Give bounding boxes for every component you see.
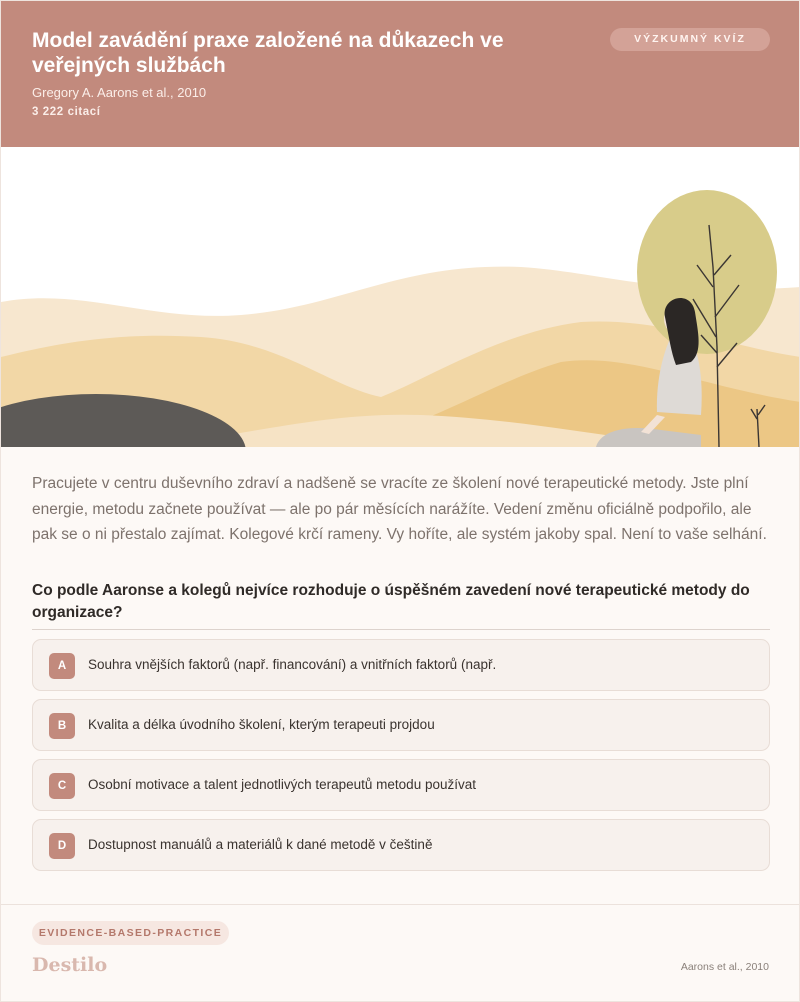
option-a[interactable] <box>32 639 770 691</box>
header <box>1 1 800 147</box>
footer-citation: Aarons et al., 2010 <box>680 961 769 973</box>
tree-canopy <box>637 190 777 354</box>
quiz-badge: VÝZKUMNÝ KVÍZ <box>610 28 770 51</box>
option-text: Souhra vnějších faktorů (např. financování) a vnitřních faktorů (např. <box>88 657 497 672</box>
quiz-question: Co podle Aaronse a kolegů nejvíce rozhoduje o úspěšném zavedení nové terapeutické metody do organizace? <box>32 582 750 621</box>
divider <box>32 629 770 630</box>
option-c[interactable] <box>32 759 770 811</box>
option-d[interactable] <box>32 819 770 871</box>
option-letter-badge: C <box>49 773 75 799</box>
footer-divider <box>1 904 800 905</box>
scenario-text: Pracujete v centru duševního zdraví a nadšeně se vracíte ze školení nové terapeutické metody. Jste plní energie, metodu začnete používat — ale po pár měsících narážíte. Vedení změnu oficiálně podpořilo, ale pak se o ni přestalo zajímat. Kolegové krčí rameny. Vy hoříte, ale systém jakoby spal. Není to vaše selhání. <box>32 475 767 543</box>
citation-count: 3 222 citací <box>32 106 101 118</box>
brand-logo: Destilo <box>32 954 108 976</box>
option-text: Kvalita a délka úvodního školení, kterým terapeuti projdou <box>88 717 435 732</box>
option-letter-badge: B <box>49 713 75 739</box>
topic-tag[interactable]: EVIDENCE-BASED-PRACTICE <box>32 921 229 945</box>
paper-title: Model zavádění praxe založené na důkazech ve veřejných službách <box>32 29 504 77</box>
option-text: Osobní motivace a talent jednotlivých terapeutů metodu používat <box>88 777 476 792</box>
paper-authors: Gregory A. Aarons et al., 2010 <box>32 85 207 100</box>
option-letter-badge: D <box>49 833 75 859</box>
option-letter-badge: A <box>49 653 75 679</box>
option-text: Dostupnost manuálů a materiálů k dané metodě v češtině <box>88 837 433 852</box>
hero-illustration <box>1 147 800 447</box>
option-b[interactable] <box>32 699 770 751</box>
